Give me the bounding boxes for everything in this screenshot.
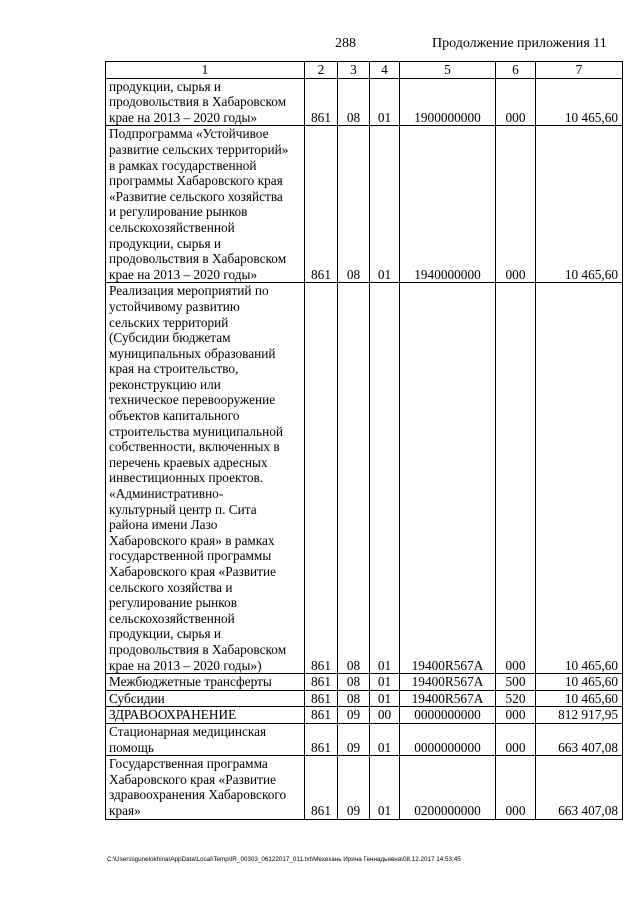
cell-expense-type: 500: [496, 674, 536, 691]
cell-expense-type: 000: [496, 723, 536, 755]
row-description: Стационарная медицинская помощь: [106, 723, 305, 755]
cell-target-code: 1940000000: [400, 126, 496, 283]
cell-ministry: 861: [305, 723, 338, 755]
cell-ministry: 861: [305, 283, 338, 674]
cell-section: 09: [338, 756, 370, 819]
cell-ministry: 861: [305, 674, 338, 691]
appendix-continuation: Продолжение приложения 11: [432, 36, 607, 51]
table-row: [106, 283, 623, 674]
row-description: Реализация мероприятий по устойчивому развитию сельских территорий (Субсидии бюджетам муниципальных образований края на строительство, реконструкцию или техническое перевооружение объектов капитального строительства муниципальной собственности, включенных в перечень краевых адресных инвестиционных проектов. «Административно- культурный центр п. Сита района имени Лазо Хабаровского края» в рамках государственной программы Хабаровского края «Развитие сельского хозяйства и регулирование рынков сельскохозяйственной продукции, сырья и продовольствия в Хабаровском крае на 2013 – 2020 годы»): [106, 283, 305, 674]
cell-expense-type: 000: [496, 78, 536, 126]
cell-subsection: 01: [370, 674, 400, 691]
column-header: 2: [305, 62, 338, 79]
cell-subsection: 00: [370, 707, 400, 724]
cell-expense-type: 000: [496, 283, 536, 674]
cell-subsection: 01: [370, 723, 400, 755]
page-number: 288: [335, 36, 356, 51]
column-header: 6: [496, 62, 536, 79]
cell-amount: 10 465,60: [536, 690, 623, 707]
table-row: [106, 674, 623, 691]
cell-section: 08: [338, 674, 370, 691]
table-header-row: [106, 62, 623, 79]
cell-expense-type: 520: [496, 690, 536, 707]
row-description: Государственная программа Хабаровского края «Развитие здравоохранения Хабаровского края»: [106, 756, 305, 819]
column-header: 5: [400, 62, 496, 79]
column-header: 7: [536, 62, 623, 79]
column-header: 3: [338, 62, 370, 79]
cell-target-code: 0000000000: [400, 723, 496, 755]
column-header: 4: [370, 62, 400, 79]
cell-expense-type: 000: [496, 707, 536, 724]
cell-expense-type: 000: [496, 756, 536, 819]
cell-section: 08: [338, 78, 370, 126]
cell-amount: 663 407,08: [536, 756, 623, 819]
cell-ministry: 861: [305, 756, 338, 819]
cell-ministry: 861: [305, 126, 338, 283]
table-row: [106, 707, 623, 724]
cell-section: 09: [338, 723, 370, 755]
cell-section: 08: [338, 690, 370, 707]
cell-target-code: 1900000000: [400, 78, 496, 126]
column-header: 1: [106, 62, 305, 79]
table-row: [106, 690, 623, 707]
table-row: [106, 126, 623, 283]
budget-table: [105, 61, 623, 820]
cell-section: 09: [338, 707, 370, 724]
cell-target-code: 19400R567A: [400, 674, 496, 691]
cell-target-code: 19400R567A: [400, 690, 496, 707]
cell-amount: 10 465,60: [536, 126, 623, 283]
table-row: [106, 78, 623, 126]
cell-amount: 10 465,60: [536, 674, 623, 691]
cell-subsection: 01: [370, 126, 400, 283]
cell-ministry: 861: [305, 78, 338, 126]
cell-target-code: 19400R567A: [400, 283, 496, 674]
cell-target-code: 0000000000: [400, 707, 496, 724]
cell-amount: 10 465,60: [536, 283, 623, 674]
table-row: [106, 756, 623, 819]
cell-subsection: 01: [370, 690, 400, 707]
cell-section: 08: [338, 126, 370, 283]
cell-expense-type: 000: [496, 126, 536, 283]
table-row: [106, 723, 623, 755]
cell-subsection: 01: [370, 756, 400, 819]
cell-amount: 812 917,95: [536, 707, 623, 724]
cell-subsection: 01: [370, 78, 400, 126]
row-description: продукции, сырья и продовольствия в Хабаровском крае на 2013 – 2020 годы»: [106, 78, 305, 126]
cell-subsection: 01: [370, 283, 400, 674]
cell-target-code: 0200000000: [400, 756, 496, 819]
row-description: Подпрограмма «Устойчивое развитие сельских территорий» в рамках государственной программы Хабаровского края «Развитие сельского хозяйства и регулирование рынков сельскохозяйственной продукции, сырья и продовольствия в Хабаровском крае на 2013 – 2020 годы»: [106, 126, 305, 283]
cell-ministry: 861: [305, 707, 338, 724]
cell-section: 08: [338, 283, 370, 674]
table-body: [106, 62, 623, 820]
cell-ministry: 861: [305, 690, 338, 707]
file-path-footer: C:\Users\igunelokhina\AppData\Local\Temp\IR_00303_06122017_011.txt\Мехехань Ирина Геннадьевна\08.12.2017 14:53:45: [107, 856, 461, 863]
cell-amount: 10 465,60: [536, 78, 623, 126]
row-description: Субсидии: [106, 690, 305, 707]
row-description: ЗДРАВООХРАНЕНИЕ: [106, 707, 305, 724]
row-description: Межбюджетные трансферты: [106, 674, 305, 691]
cell-amount: 663 407,08: [536, 723, 623, 755]
